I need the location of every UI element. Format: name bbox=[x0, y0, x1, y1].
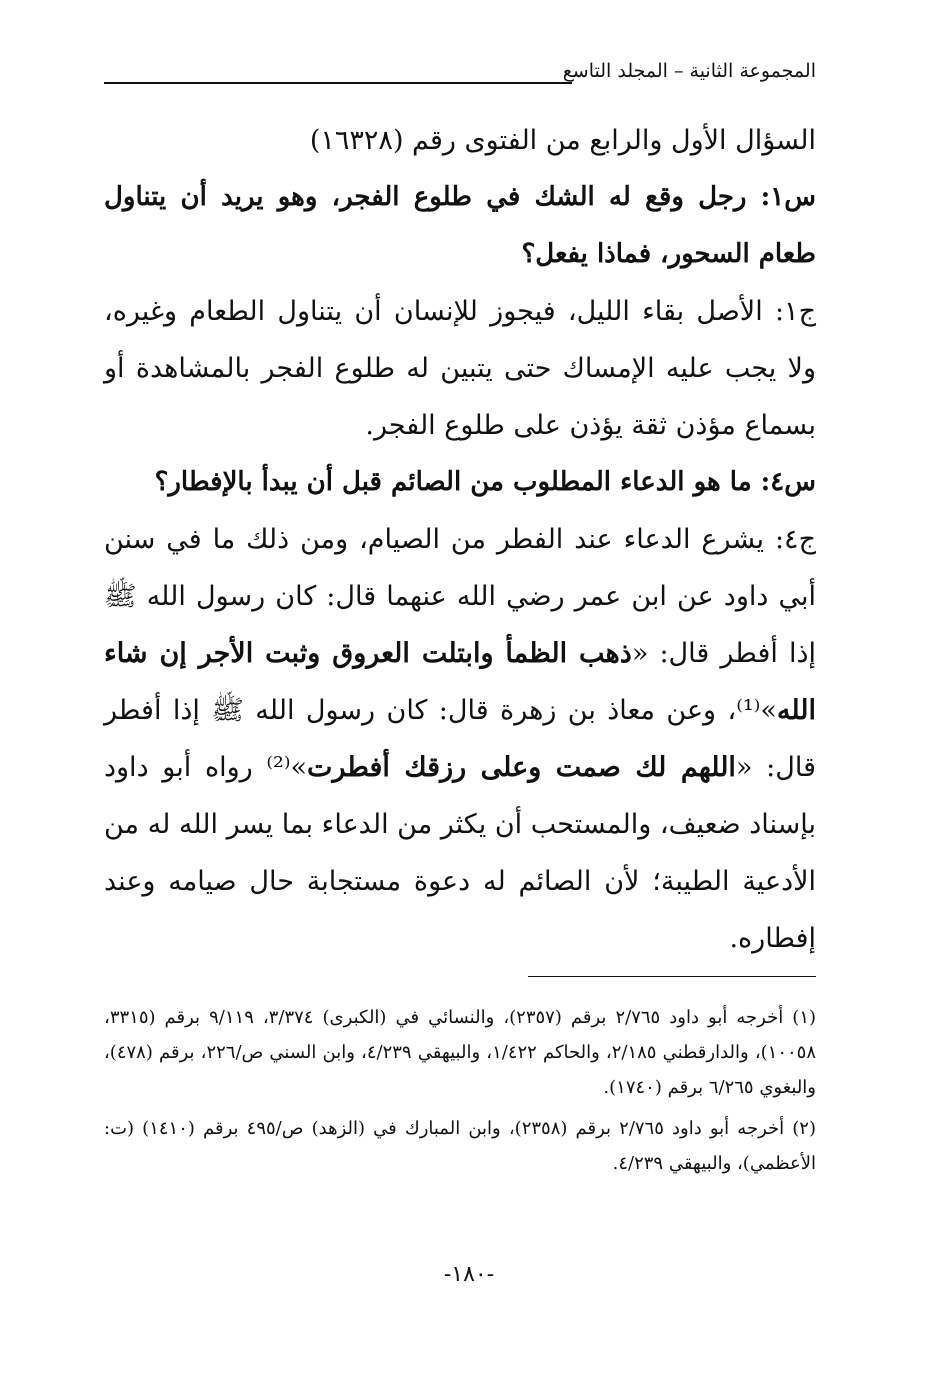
footnote-ref-2: »⁽²⁾ bbox=[266, 752, 308, 783]
running-header bbox=[104, 60, 816, 92]
footnote-number: (٢) bbox=[792, 1118, 816, 1139]
header-rule bbox=[104, 82, 572, 84]
answer-4-part-3: رواه أبو داود بإسناد ضعيف، والمستحب أن يكثر من الدعاء بما يسر الله له من الأدعية الطيبة؛ لأن الصائم له دعوة مستجابة حال صيامه وعند إفطاره. bbox=[104, 752, 816, 954]
fatwa-title: السؤال الأول والرابع من الفتوى رقم (١٦٣٢٨) bbox=[309, 125, 816, 156]
footnote-text: أخرجه أبو داود ٢/٧٦٥ برقم (٢٣٥٧)، والنسائي في (الكبرى) ٣/٣٧٤، ٩/١١٩ برقم (٣٣١٥، ١٠٠٥٨)، والدارقطني ٢/١٨٥، والحاكم ١/٤٢٢، والبيهقي ٤/٢٣٩، وابن السني ص/٢٢٦، برقم (٤٧٨)، والبغوي ٦/٢٦٥ برقم (١٧٤٠). bbox=[104, 1007, 816, 1098]
main-text bbox=[104, 112, 816, 967]
dua-2: اللهم لك صمت وعلى رزقك أفطرت bbox=[307, 752, 736, 783]
answer-1: ج١: الأصل بقاء الليل، فيجوز للإنسان أن يتناول الطعام وغيره، ولا يجب عليه الإمساك حتى يتبين له طلوع الفجر بالمشاهدة أو بسماع مؤذن ثقة يؤذن على طلوع الفجر. bbox=[104, 296, 816, 441]
footnotes bbox=[104, 1000, 816, 1187]
footnote-text: أخرجه أبو داود ٢/٧٦٥ برقم (٢٣٥٨)، وابن المبارك في (الزهد) ص/٤٩٥ برقم (١٤١٠) (ت: الأعظمي)، والبيهقي ٤/٢٣٩. bbox=[104, 1118, 816, 1174]
answer-4-part-1: ج٤: يشرع الدعاء عند الفطر من الصيام، ومن ذلك ما في سنن أبي داود عن ابن عمر رضي الله عنهما قال: كان رسول الله ﷺ إذا أفطر قال: « bbox=[104, 524, 816, 669]
dua-1: ذهب الظمأ وابتلت العروق وثبت الأجر إن شاء الله bbox=[104, 638, 817, 726]
footnote-1 bbox=[104, 1000, 816, 1105]
question-4: س٤: ما هو الدعاء المطلوب من الصائم قبل أن يبدأ بالإفطار؟ bbox=[154, 467, 816, 497]
footnote-separator bbox=[528, 976, 816, 977]
footnote-number: (١) bbox=[792, 1007, 817, 1028]
page-number: -١٨٠- bbox=[443, 1262, 495, 1287]
answer-4 bbox=[104, 511, 816, 967]
footnote-ref-1: »⁽¹⁾ bbox=[736, 695, 777, 726]
header-title: المجموعة الثانية – المجلد التاسع bbox=[562, 60, 816, 82]
footnote-2 bbox=[104, 1111, 816, 1181]
question-1: س١: رجل وقع له الشك في طلوع الفجر، وهو يريد أن يتناول طعام السحور، فماذا يفعل؟ bbox=[104, 182, 816, 269]
answer-4-part-2: ، وعن معاذ بن زهرة قال: كان رسول الله ﷺ إذا أفطر قال: « bbox=[104, 695, 817, 783]
